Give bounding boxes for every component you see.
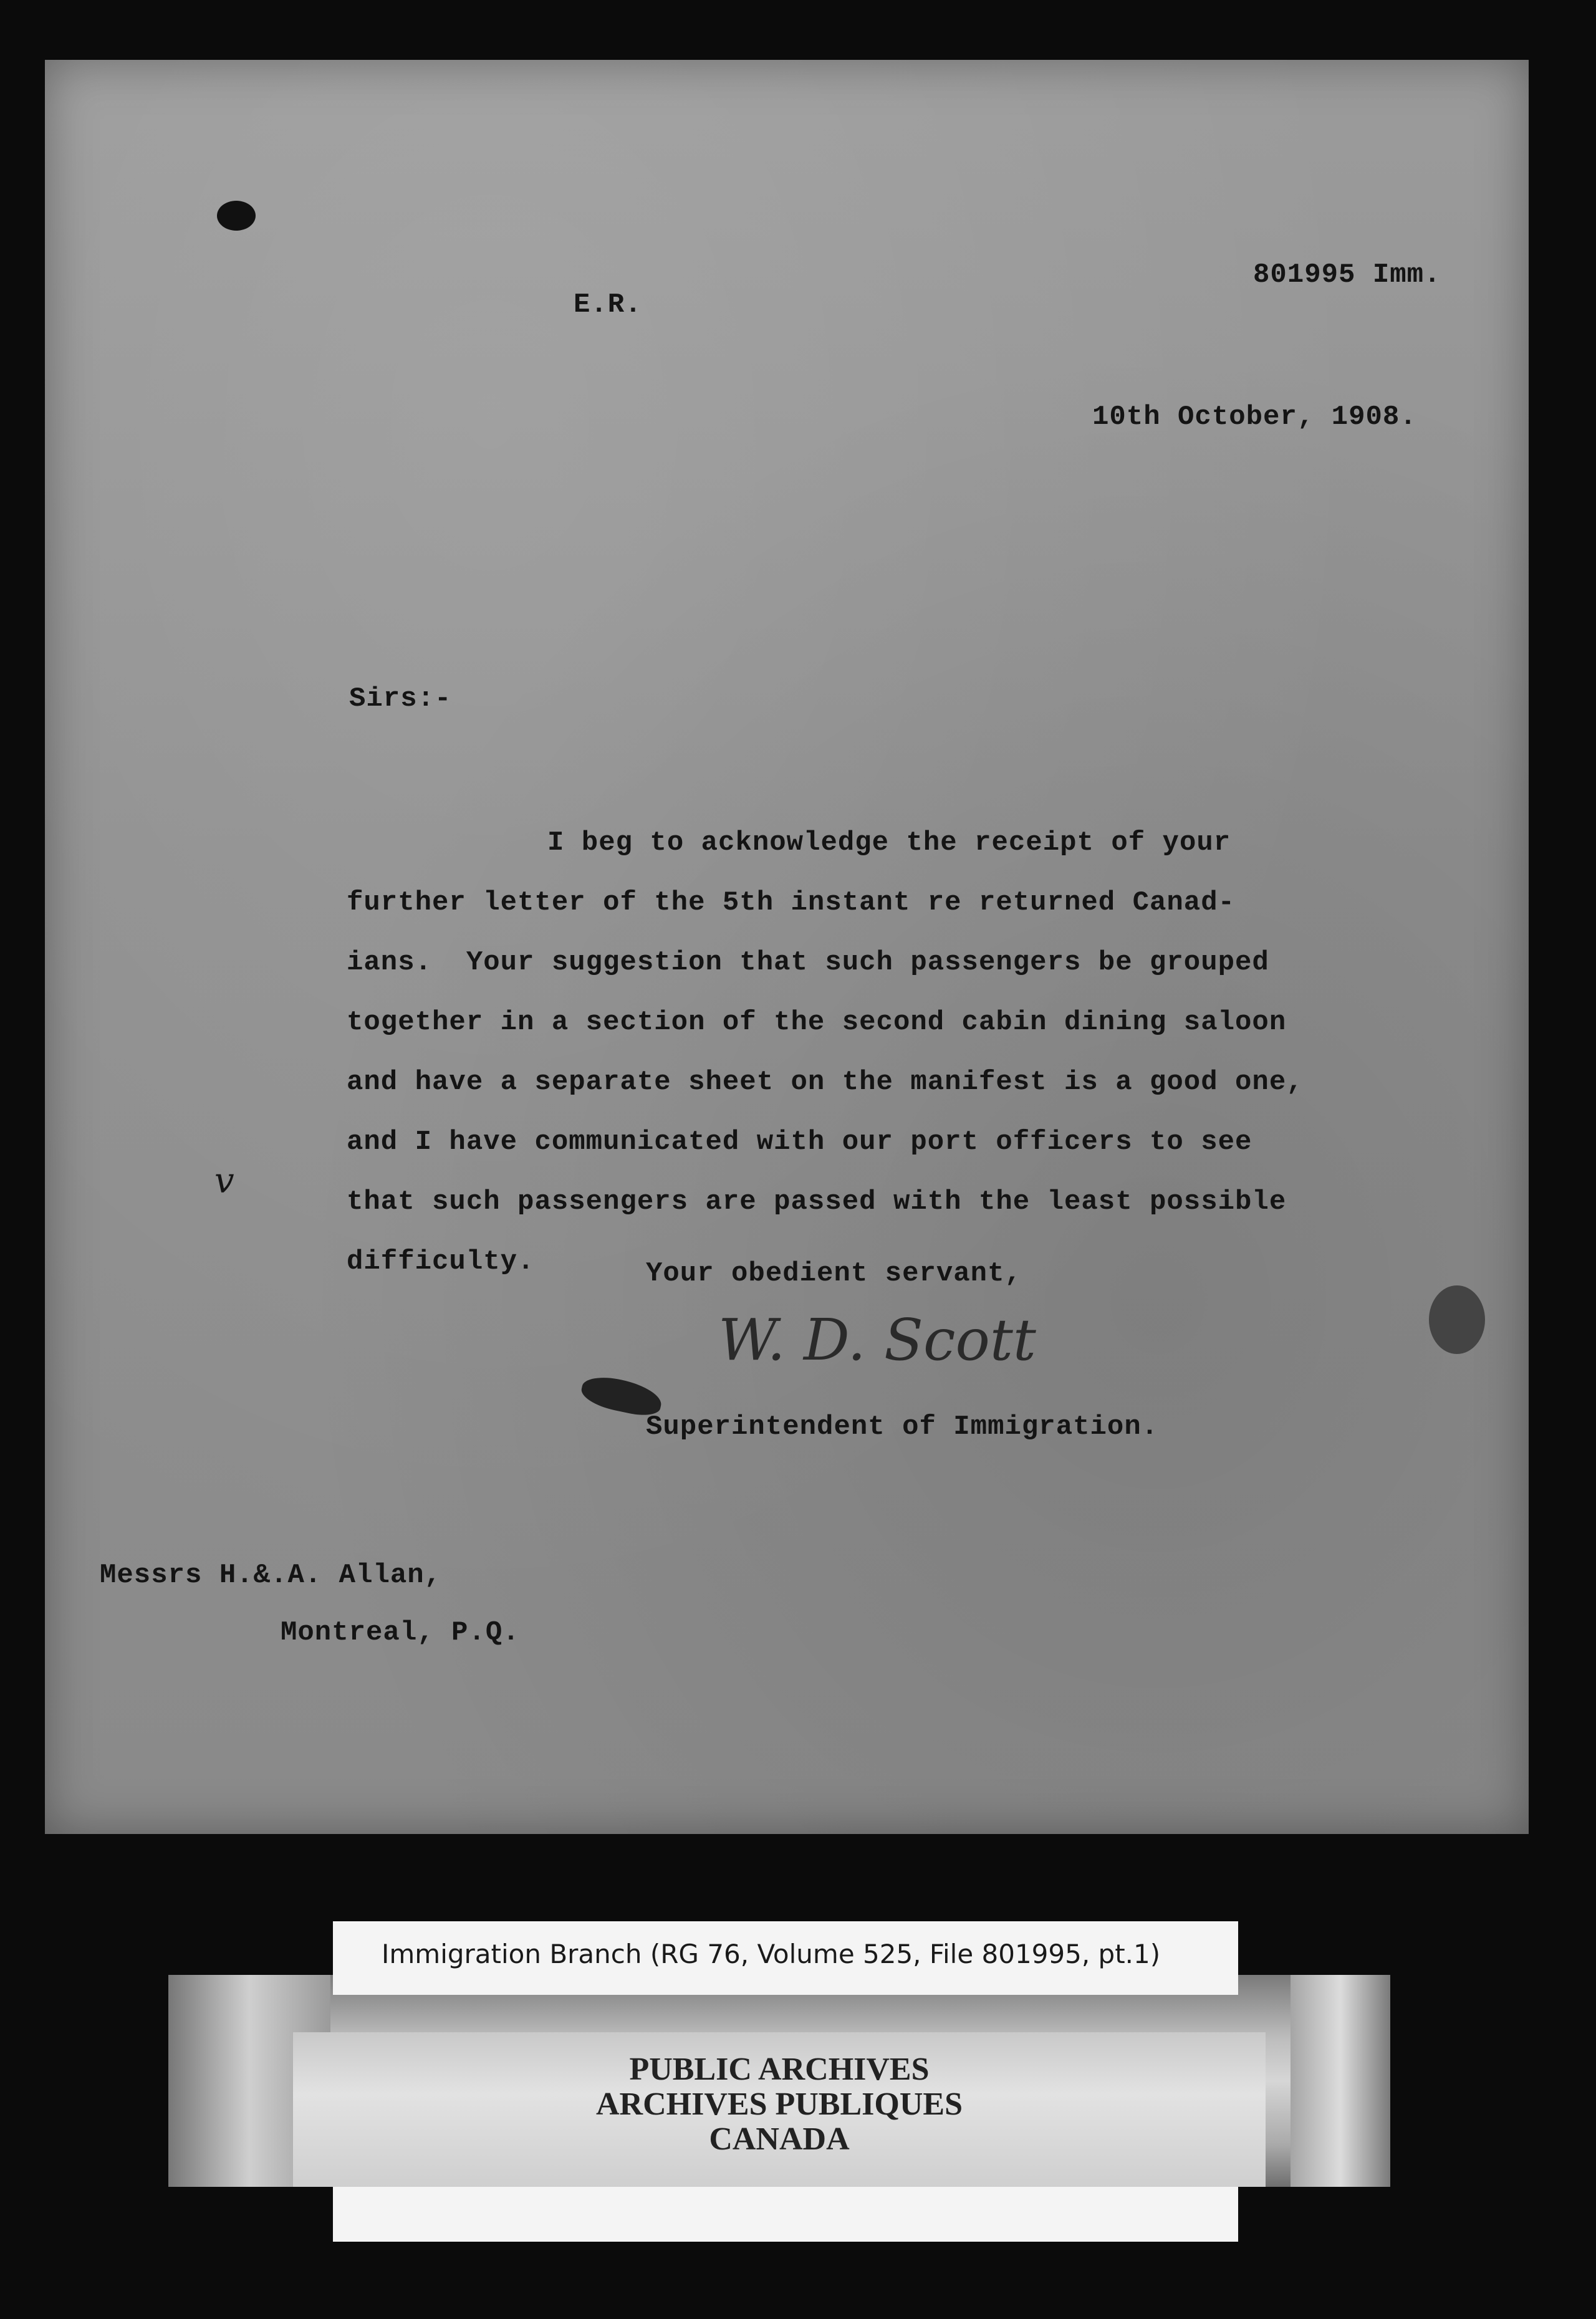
signatory-title: Superintendent of Immigration. [646, 1411, 1159, 1443]
addressee-name: Messrs H.&.A. Allan, [100, 1560, 442, 1591]
label-bottom-strip [333, 2187, 1238, 2242]
file-reference: 801995 Imm. [1253, 259, 1441, 290]
signature: W. D. Scott [718, 1307, 1036, 1373]
addressee-city: Montreal, P.Q. [281, 1617, 520, 1648]
ink-stain [1429, 1285, 1485, 1354]
initials: E.R. [574, 289, 642, 320]
archive-film-strip [168, 1975, 1390, 2187]
body-line: further letter of the 5th instant re returned Canad- [347, 887, 1236, 918]
body-line: I beg to acknowledge the receipt of your [547, 827, 1231, 858]
body-line: together in a section of the second cabin dining saloon [347, 1007, 1287, 1038]
body-line: and have a separate sheet on the manifest is a good one, [347, 1067, 1304, 1098]
letter-page [45, 60, 1529, 1834]
body-line: ians. Your suggestion that such passengers be grouped [347, 947, 1269, 978]
stamp-line: ARCHIVES PUBLIQUES [595, 2086, 963, 2122]
letter-date: 10th October, 1908. [1092, 401, 1417, 433]
film-edge-right [1291, 1975, 1390, 2187]
closing: Your obedient servant, [646, 1258, 1022, 1289]
body-line: and I have communicated with our port officers to see [347, 1126, 1252, 1158]
ink-blot [217, 201, 256, 231]
letter-body [347, 813, 1456, 1292]
archive-reference-text: Immigration Branch (RG 76, Volume 525, File 801995, pt.1) [382, 1939, 1161, 1969]
archive-reference-label [333, 1921, 1238, 1995]
archive-stamp [293, 2032, 1266, 2187]
salutation: Sirs:- [349, 683, 452, 714]
margin-checkmark: v [214, 1161, 235, 1201]
body-line: difficulty. [347, 1246, 535, 1277]
stamp-line: PUBLIC ARCHIVES [629, 2052, 930, 2087]
stamp-line: CANADA [709, 2121, 850, 2157]
body-line: that such passengers are passed with the least possible [347, 1186, 1287, 1217]
